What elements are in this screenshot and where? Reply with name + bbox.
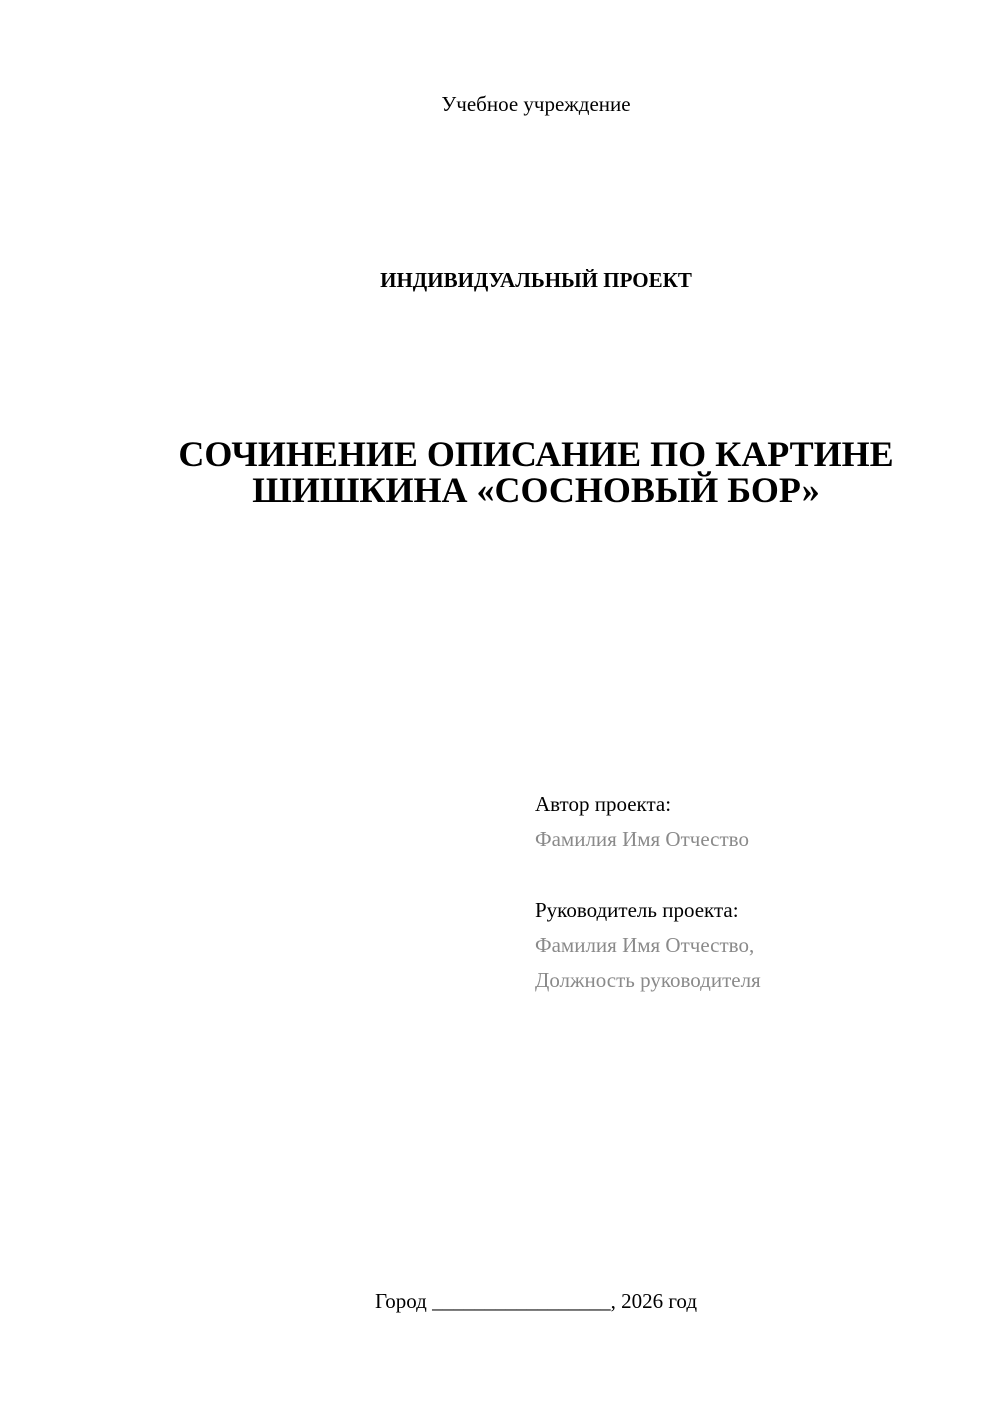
author-label: Автор проекта:: [535, 792, 672, 816]
project-title-line-1: СОЧИНЕНИЕ ОПИСАНИЕ ПО КАРТИНЕ: [178, 434, 894, 474]
project-title-line-2: ШИШКИНА «СОСНОВЫЙ БОР»: [252, 470, 820, 510]
author-block: [535, 787, 955, 857]
supervisor-label: Руководитель проекта:: [535, 898, 739, 922]
city-year-line: Город _________________, 2026 год: [374, 1289, 698, 1313]
author-name: Фамилия Имя Отчество: [535, 827, 749, 851]
project-title: [100, 436, 972, 508]
supervisor-position: Должность руководителя: [535, 968, 761, 992]
institution-name: Учебное учреждение: [441, 92, 631, 116]
project-type-heading: ИНДИВИДУАЛЬНЫЙ ПРОЕКТ: [380, 268, 692, 292]
supervisor-block: [535, 893, 955, 998]
supervisor-name: Фамилия Имя Отчество,: [535, 933, 755, 957]
